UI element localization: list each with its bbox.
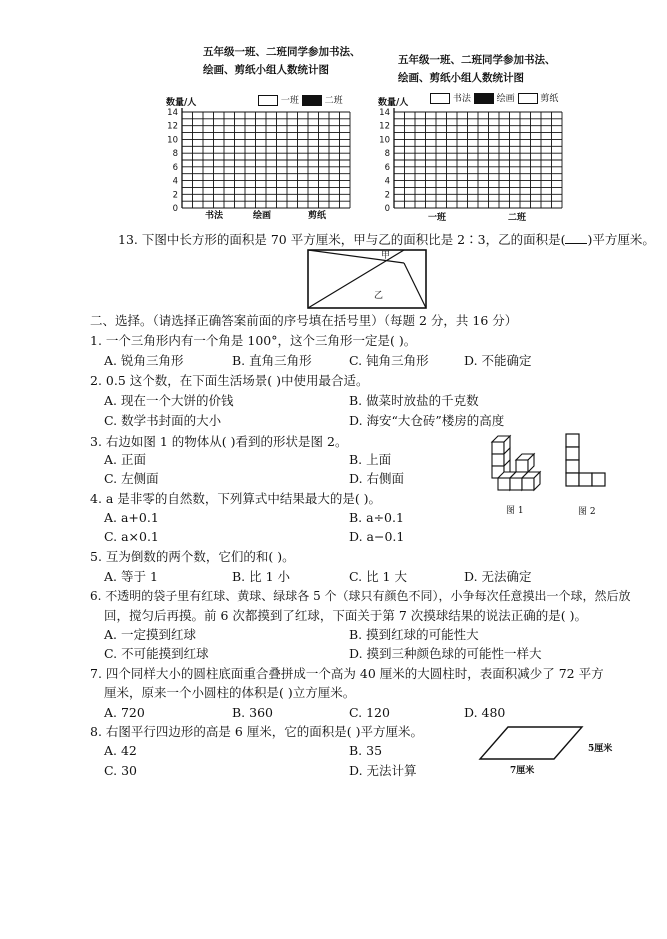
q2-option-d[interactable]: D. 海安“大仓砖”楼房的高度 <box>349 413 505 428</box>
q6-option-b[interactable]: B. 摸到红球的可能性大 <box>349 627 479 642</box>
y-tick-label: 2 <box>172 190 178 201</box>
q7-stem-line2: 厘米，原来一个小圆柱的体积是( )立方厘米。 <box>104 685 356 700</box>
q8-parallelogram-figure <box>478 724 584 762</box>
q5-option-b[interactable]: B. 比 1 小 <box>232 569 291 584</box>
chart-2-legend <box>430 93 558 104</box>
q13-rectangle-figure <box>306 248 432 312</box>
chart-1-title-line1: 五年级一班、二班同学参加书法、 <box>203 46 361 58</box>
q7-stem-line1: 7. 四个同样大小的圆柱底面重合叠拼成一个高为 40 厘米的大圆柱时，表面积减少了 72 平方 <box>90 666 604 681</box>
q4-option-c[interactable]: C. a×0.1 <box>104 529 159 544</box>
q7-option-d[interactable]: D. 480 <box>464 705 506 720</box>
legend-swatch-empty <box>430 93 450 104</box>
q3-stem: 3. 右边如图 1 的物体从( )看到的形状是图 2。 <box>90 434 348 449</box>
base-length-label: 7厘米 <box>510 766 535 776</box>
legend-label: 一班 <box>280 96 299 106</box>
legend-swatch-empty <box>258 95 278 106</box>
y-tick-label: 4 <box>172 176 178 187</box>
chart-1-ylabel: 数量/人 <box>166 98 197 108</box>
legend-label: 二班 <box>324 96 343 106</box>
legend-label: 剪纸 <box>540 94 559 104</box>
x-tick-label: 剪纸 <box>308 211 327 221</box>
chart-1-legend <box>258 95 343 106</box>
q1-option-d[interactable]: D. 不能确定 <box>464 353 532 368</box>
legend-label: 绘画 <box>496 94 515 104</box>
chart-2-grid <box>372 108 572 224</box>
q5-option-d[interactable]: D. 无法确定 <box>464 569 532 584</box>
legend-swatch-filled <box>474 93 494 104</box>
q6-option-d[interactable]: D. 摸到三种颜色球的可能性一样大 <box>349 646 542 661</box>
y-tick-label: 4 <box>384 176 390 187</box>
label-yi: 乙 <box>374 291 384 301</box>
q8-option-b[interactable]: B. 35 <box>349 743 383 758</box>
q13-unit: 平方厘米。 <box>592 232 655 247</box>
chart-1-title-line2: 绘画、剪纸小组人数统计图 <box>203 64 329 76</box>
y-tick-label: 0 <box>172 204 178 214</box>
section-2-heading: 二、选择。（请选择正确答案前面的序号填在括号里）（每题 2 分，共 16 分） <box>90 313 518 328</box>
y-tick-label: 14 <box>379 108 390 118</box>
fig-1-caption: 图 1 <box>506 506 524 516</box>
q5-option-c[interactable]: C. 比 1 大 <box>349 569 407 584</box>
q3-option-b[interactable]: B. 上面 <box>349 452 392 467</box>
q6-stem-line2: 回，搅匀后再摸。前 6 次都摸到了红球，下面关于第 7 次摸球结果的说法正确的是( )。 <box>104 608 588 623</box>
q6-stem-line1: 6. 不透明的袋子里有红球、黄球、绿球各 5 个（球只有颜色不同），小争每次任意摸出一个球，然后放 <box>90 589 631 603</box>
y-tick-label: 0 <box>384 204 390 214</box>
chart-2-title-line1: 五年级一班、二班同学参加书法、 <box>398 54 556 66</box>
x-tick-label: 书法 <box>205 211 224 221</box>
q1-option-a[interactable]: A. 锐角三角形 <box>104 353 184 368</box>
q6-option-a[interactable]: A. 一定摸到红球 <box>104 627 196 642</box>
q8-option-d[interactable]: D. 无法计算 <box>349 763 417 778</box>
q4-option-a[interactable]: A. a+0.1 <box>104 510 159 525</box>
q7-option-b[interactable]: B. 360 <box>232 705 273 720</box>
q5-stem: 5. 互为倒数的两个数，它们的和( )。 <box>90 549 295 564</box>
q13-text: 13. 下图中长方形的面积是 70 平方厘米，甲与乙的面积比是 2∶3，乙的面积是( )平方厘米。 <box>118 232 655 247</box>
y-tick-label: 6 <box>172 162 178 173</box>
q8-option-c[interactable]: C. 30 <box>104 763 137 778</box>
q4-option-b[interactable]: B. a÷0.1 <box>349 510 404 525</box>
y-tick-label: 14 <box>167 108 178 118</box>
q3-option-a[interactable]: A. 正面 <box>104 452 146 467</box>
q3-figure-1-cubes <box>484 430 550 498</box>
answer-blank[interactable] <box>565 232 587 244</box>
q3-figure-2-squares <box>564 432 608 496</box>
x-tick-label: 绘画 <box>253 211 272 221</box>
x-tick-label: 一班 <box>428 213 447 223</box>
q2-option-b[interactable]: B. 做菜时放盐的千克数 <box>349 393 479 408</box>
chart-2-title-line2: 绘画、剪纸小组人数统计图 <box>398 72 524 84</box>
q4-stem: 4. a 是非零的自然数，下列算式中结果最大的是( )。 <box>90 491 382 506</box>
chart-1-grid <box>160 108 360 224</box>
y-tick-label: 8 <box>172 149 178 160</box>
y-tick-label: 2 <box>384 190 390 201</box>
label-jia: 甲 <box>381 251 391 261</box>
legend-swatch-filled <box>302 95 322 106</box>
q4-option-d[interactable]: D. a−0.1 <box>349 529 405 544</box>
q2-option-a[interactable]: A. 现在一个大饼的价钱 <box>104 393 234 408</box>
side-length-label: 5厘米 <box>588 744 613 754</box>
q1-option-b[interactable]: B. 直角三角形 <box>232 353 312 368</box>
q5-option-a[interactable]: A. 等于 1 <box>104 569 158 584</box>
y-tick-label: 12 <box>379 121 390 132</box>
x-tick-label: 二班 <box>508 213 527 223</box>
q7-option-c[interactable]: C. 120 <box>349 705 390 720</box>
y-tick-label: 10 <box>167 135 178 146</box>
legend-swatch-empty <box>518 93 538 104</box>
q3-option-c[interactable]: C. 左侧面 <box>104 471 159 486</box>
q6-option-c[interactable]: C. 不可能摸到红球 <box>104 646 209 661</box>
legend-label: 书法 <box>452 94 471 104</box>
q2-option-c[interactable]: C. 数学书封面的大小 <box>104 413 222 428</box>
q1-option-c[interactable]: C. 钝角三角形 <box>349 353 429 368</box>
y-tick-label: 6 <box>384 162 390 173</box>
q2-stem: 2. 0.5 这个数，在下面生活场景( )中使用最合适。 <box>90 373 369 388</box>
fig-2-caption: 图 2 <box>578 507 596 517</box>
y-tick-label: 10 <box>379 135 390 146</box>
q8-stem: 8. 右图平行四边形的高是 6 厘米，它的面积是( )平方厘米。 <box>90 724 424 739</box>
y-tick-label: 8 <box>384 149 390 160</box>
q8-option-a[interactable]: A. 42 <box>104 743 137 758</box>
q1-stem: 1. 一个三角形内有一个角是 100°，这个三角形一定是( )。 <box>90 333 417 348</box>
q7-option-a[interactable]: A. 720 <box>104 705 145 720</box>
chart-2-ylabel: 数量/人 <box>378 98 409 108</box>
q3-option-d[interactable]: D. 右侧面 <box>349 471 405 486</box>
y-tick-label: 12 <box>167 121 178 132</box>
q13-stem: 13. 下图中长方形的面积是 70 平方厘米，甲与乙的面积比是 2∶3，乙的面积是 <box>118 232 561 247</box>
